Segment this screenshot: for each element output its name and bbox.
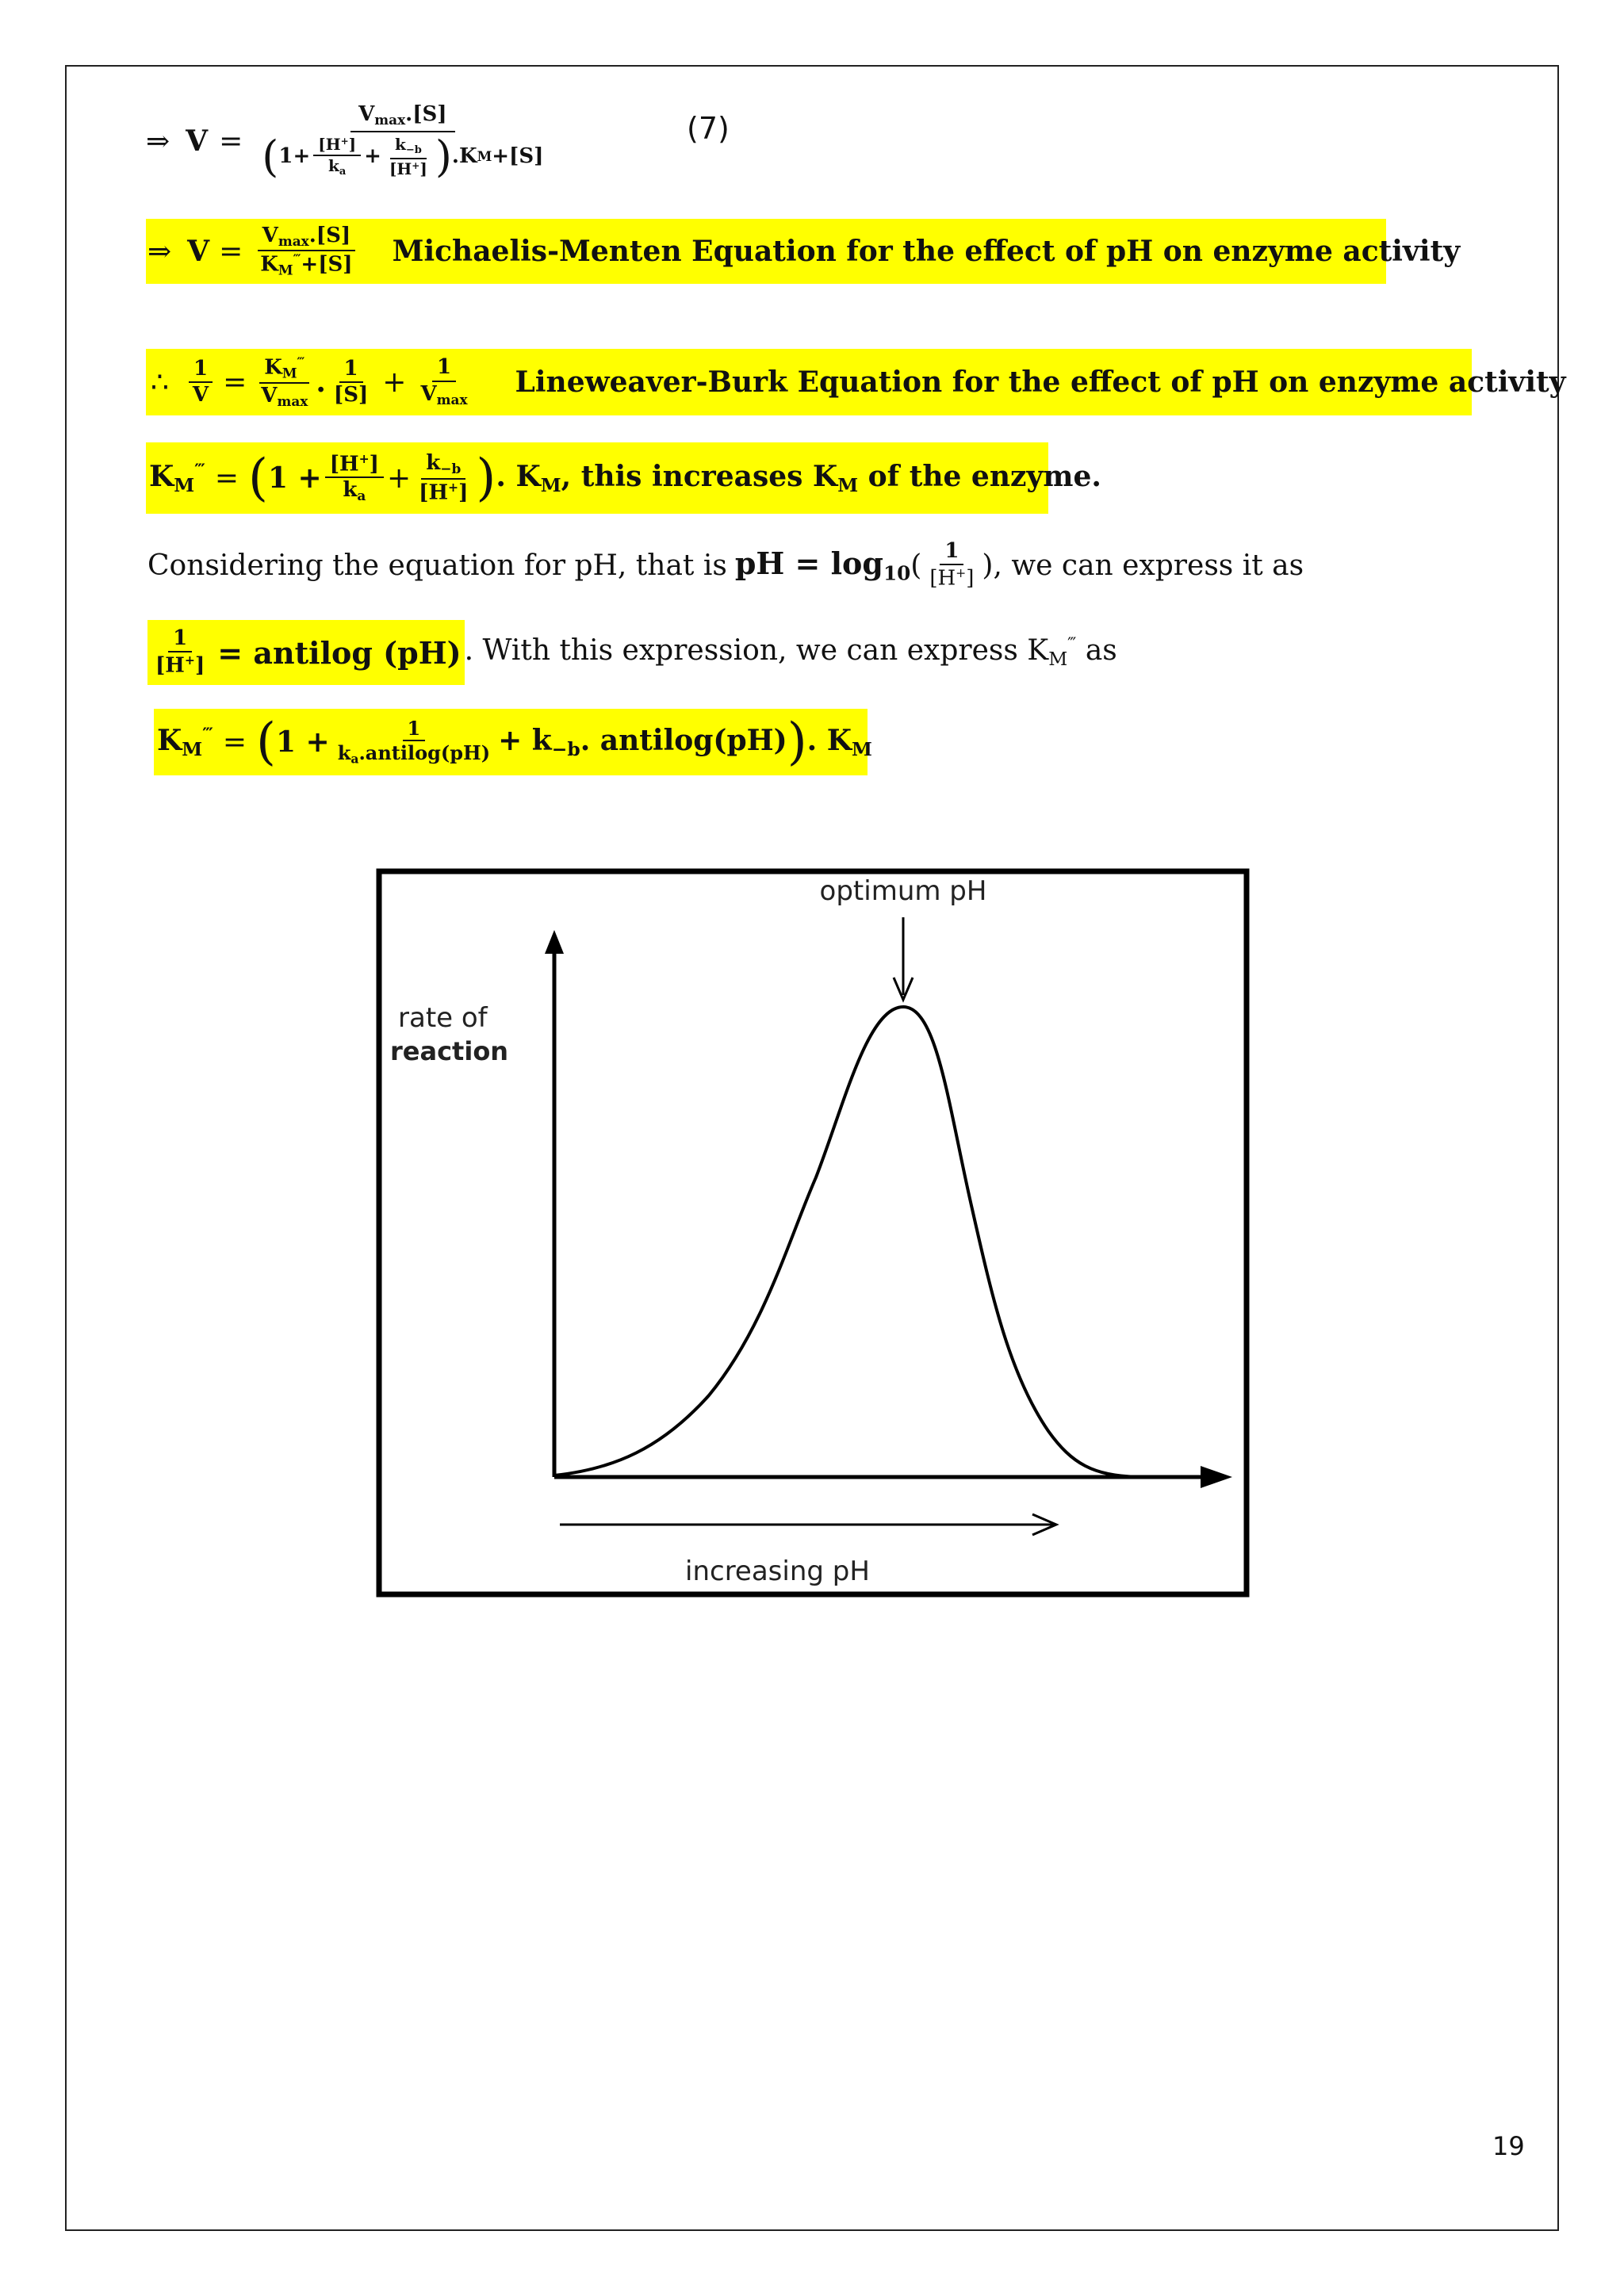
michaelis-label: Michaelis-Menten Equation for the effect of pH on enzyme activity [392, 235, 1461, 268]
fraction-numerator: $V_{max}.[S]$ [350, 104, 455, 132]
fraction-eq7 [257, 102, 548, 182]
km-symbol: $K_M^‴$ [149, 459, 205, 496]
plus-sign: + [382, 365, 407, 399]
variable-v: V [186, 124, 209, 158]
fraction-one-over-ka-antilog: $\frac{1}{k_a.antilog(pH)}$ [337, 716, 491, 767]
fraction-one-over-h: $\frac{1}{[H^+]}$ [929, 539, 975, 591]
ph-activity-diagram [376, 868, 1250, 1598]
one-plus: 1 + [267, 461, 322, 495]
ph-text-before: Considering the equation for pH, that is [147, 549, 727, 582]
ph-definition-text [147, 533, 1304, 598]
fraction-h-over-ka: $\frac{[H^+]}{k_a}$ [325, 453, 384, 503]
open-paren: ( [247, 449, 268, 507]
equation-number: (7) [687, 111, 730, 146]
figure-frame [379, 871, 1247, 1594]
km-antilog-equation [154, 709, 872, 775]
fraction-one-over-v: $\frac{1}{V}$ [188, 358, 213, 407]
page-number: 19 [1492, 2131, 1525, 2161]
equals-sign: = [219, 124, 243, 158]
antilog-text [147, 620, 1117, 685]
equation-7 [146, 94, 551, 189]
ph-formula: pH = $\log_{10}$ [734, 545, 911, 585]
therefore-symbol: ∴ [151, 365, 169, 399]
ph-activity-figure [376, 868, 1250, 1598]
km-multiplier: . $K_M$ [806, 723, 872, 760]
equals-sign: = [223, 365, 247, 399]
close-paren: ) [787, 713, 807, 771]
km-multiplier: . $K_M$ [496, 459, 561, 496]
x-axis-label: increasing pH [685, 1556, 870, 1587]
open-paren: ( [910, 549, 922, 582]
open-paren: ( [255, 713, 276, 771]
fraction-denominator: ( 1+ $\frac{[H^+]}{k_a}$ + $\frac{k_{-b}}{[H^+]}$ ) .K M +[S] [262, 131, 544, 182]
antilog-highlight [147, 620, 465, 685]
one-plus: 1 + [275, 725, 330, 759]
equals-sign: = [222, 725, 247, 759]
fraction-one-over-s: $\frac{1}{[S]}$ [333, 356, 369, 407]
optimum-ph-label: optimum pH [819, 875, 987, 907]
implies-symbol: ⇒ [146, 124, 170, 158]
lineweaver-label: Lineweaver-Burk Equation for the effect of pH on enzyme activity [515, 365, 1566, 399]
lineweaver-burk-equation [146, 349, 1566, 415]
close-paren: ) [476, 449, 496, 507]
y-axis-label-line1: rate of [398, 1002, 488, 1034]
fraction-mm: $\frac{V_{max}.[S]}{K_M^‴+[S]}$ [255, 225, 357, 278]
implies-symbol: ⇒ [147, 235, 172, 268]
dot-operator: . [316, 365, 326, 399]
km-symbol: $K_M^‴$ [157, 723, 213, 760]
michaelis-menten-equation [146, 219, 1461, 284]
y-axis-label-line2: reaction [390, 1036, 509, 1066]
antilog-text-after: . With this expression, we can express $K_M^‴$ as [464, 634, 1117, 671]
plus-sign: + [386, 461, 412, 495]
fraction-one-over-h: $\frac{1}{[H^+]}$ [155, 626, 205, 678]
km-definition-suffix: , this increases $K_M$ of the enzyme. [561, 459, 1101, 496]
equals-sign: = [219, 235, 243, 268]
fraction-km-over-vmax: $\frac{K_M^‴}{V_{max}}$ [256, 356, 312, 409]
km-definition [146, 442, 1101, 514]
fraction-kb-over-h: $\frac{k_{-b}}{[H^+]}$ [419, 450, 469, 504]
antilog-equation: = antilog (pH) [217, 634, 462, 671]
ph-text-after: ), we can express it as [982, 549, 1304, 582]
variable-v: V [187, 235, 210, 268]
equals-sign: = [214, 461, 239, 495]
fraction-one-over-vmax: $\frac{1}{V_{max}}$ [420, 355, 468, 408]
kb-antilog-term: + $k_{-b}$. antilog(pH) [498, 723, 787, 760]
